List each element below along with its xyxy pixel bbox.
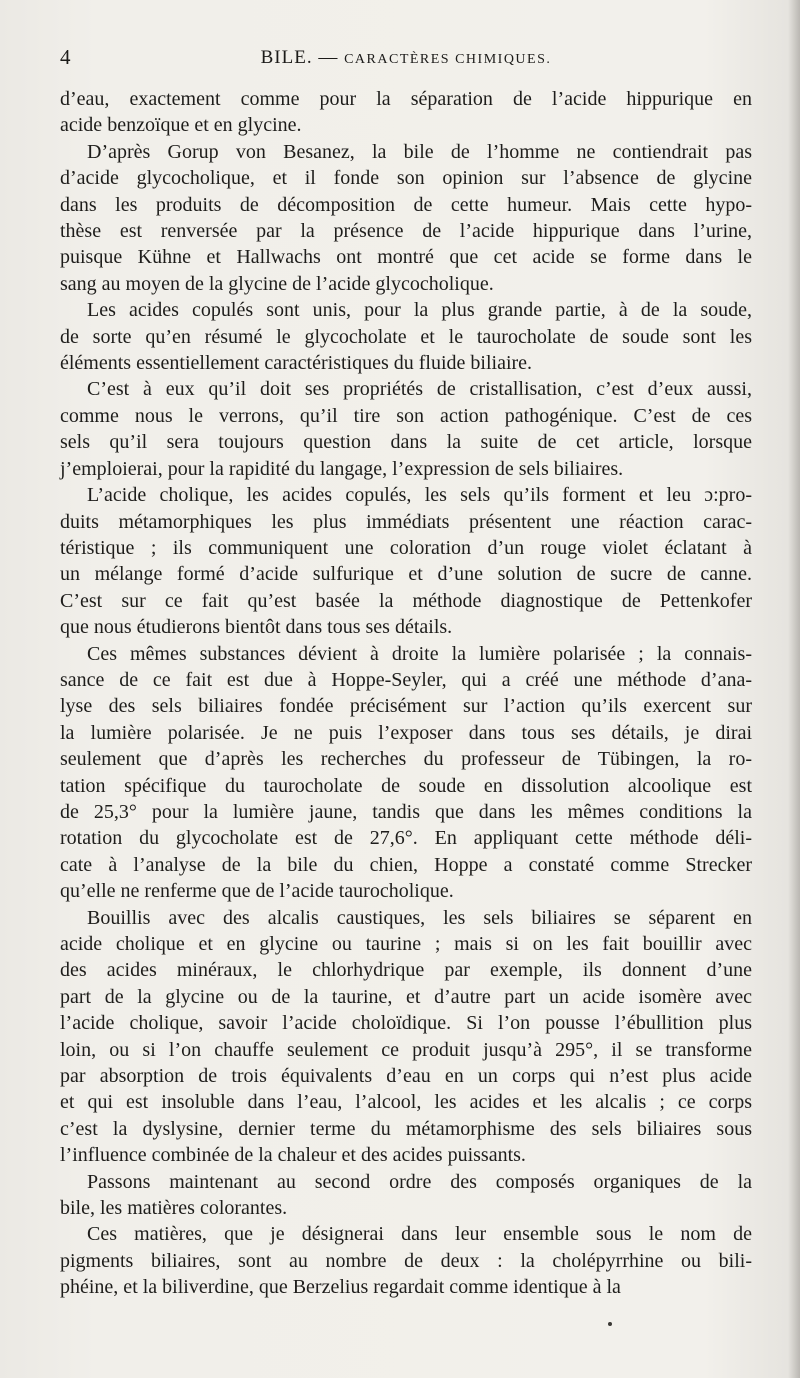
text-line: téristique ; ils communiquent une coloration d’un rouge violet éclatant à <box>60 536 752 559</box>
text-line: rotation du glycocholate est de 27,6°. En appliquant cette méthode déli- <box>60 827 752 850</box>
text-line: Ces matières, que je désignerai dans leur ensemble sous le nom de <box>87 1223 752 1246</box>
text-line: cate à l’analyse de la bile du chien, Hoppe a constaté comme Strecker <box>60 853 752 876</box>
text-line: et qui est insoluble dans l’eau, l’alcool, les acides et les alcalis ; ce corps <box>60 1091 752 1114</box>
text-line: acide benzoïque et en glycine. <box>60 114 302 137</box>
text-line: un mélange formé d’acide sulfurique et d’une solution de sucre de canne. <box>60 563 752 586</box>
text-line: loin, ou si l’on chauffe seulement ce produit jusqu’à 295°, il se transforme <box>60 1038 752 1061</box>
text-line: la lumière polarisée. Je ne puis l’exposer dans tous ses détails, je dirai <box>60 721 752 744</box>
page-edge-shadow <box>788 0 800 1378</box>
text-line: L’acide cholique, les acides copulés, les sels qu’ils forment et leu ɔ:pro- <box>87 484 752 507</box>
text-line: Ces mêmes substances dévient à droite la lumière polarisée ; la connais- <box>87 642 752 665</box>
text-line: l’influence combinée de la chaleur et des acides puissants. <box>60 1144 526 1167</box>
text-line: Bouillis avec des alcalis caustiques, les sels biliaires se séparent en <box>87 906 752 929</box>
text-line: des acides minéraux, le chlorhydrique par exemple, ils donnent d’une <box>60 959 752 982</box>
text-line: par absorption de trois équivalents d’eau en un corps qui n’est plus acide <box>60 1065 752 1088</box>
text-line: D’après Gorup von Besanez, la bile de l’homme ne contiendrait pas <box>87 140 752 163</box>
text-line: C’est sur ce fait qu’est basée la méthode diagnostique de Pettenkofer <box>60 589 752 612</box>
page-number: 4 <box>60 45 71 69</box>
text-line: tation spécifique du taurocholate de soude en dissolution alcoolique est <box>60 774 752 797</box>
text-line: que nous étudierons bientôt dans tous ses détails. <box>60 616 453 639</box>
text-line: phéine, et la biliverdine, que Berzelius regardait comme identique à la <box>60 1276 621 1299</box>
text-line: thèse est renversée par la présence de l’acide hippurique dans l’urine, <box>60 220 752 243</box>
text-line: éléments essentiellement caractéristiques du fluide biliaire. <box>60 352 533 375</box>
running-title-sub: CARACTÈRES CHIMIQUES. <box>344 52 552 67</box>
text-line: Passons maintenant au second ordre des composés organiques de la <box>87 1170 752 1193</box>
text-line: j’emploierai, pour la rapidité du langage, l’expression de sels biliaires. <box>60 457 624 480</box>
text-line: seulement que d’après les recherches du professeur de Tübingen, la ro- <box>60 748 752 771</box>
text-line: Les acides copulés sont unis, pour la plus grande partie, à de la soude, <box>87 299 752 322</box>
text-line: lyse des sels biliaires fondée précisément sur l’action qu’ils exercent sur <box>60 695 752 718</box>
text-line: sance de ce fait est due à Hoppe-Seyler, qui a créé une méthode d’ana- <box>60 668 752 691</box>
text-line: part de la glycine ou de la taurine, et d’autre part un acide isomère avec <box>60 985 752 1008</box>
text-line: d’acide glycocholique, et il fonde son opinion sur l’absence de glycine <box>60 167 752 190</box>
text-line: c’est la dyslysine, dernier terme du métamorphisme des sels biliaires sous <box>60 1117 752 1140</box>
page-header <box>60 45 752 75</box>
text-line: qu’elle ne renferme que de l’acide taurocholique. <box>60 880 454 903</box>
running-title-main: BILE. — <box>260 47 339 68</box>
text-line: sang au moyen de la glycine de l’acide glycocholique. <box>60 272 494 295</box>
text-line: d’eau, exactement comme pour la séparation de l’acide hippurique en <box>60 88 752 110</box>
running-title <box>60 47 752 69</box>
body-text <box>60 86 752 1301</box>
text-line: de 25,3° pour la lumière jaune, tandis que dans les mêmes conditions la <box>60 800 752 823</box>
text-line: de sorte qu’en résumé le glycocholate et le taurocholate de soude sont les <box>60 325 752 348</box>
text-line: pigments biliaires, sont au nombre de deux : la cholépyrrhine ou bili- <box>60 1249 752 1272</box>
text-line: dans les produits de décomposition de cette humeur. Mais cette hypo- <box>60 193 752 216</box>
text-line: duits métamorphiques les plus immédiats présentent une réaction carac- <box>60 510 752 533</box>
text-line: l’acide cholique, savoir l’acide choloïdique. Si l’on pousse l’ébullition plus <box>60 1012 752 1035</box>
text-line: C’est à eux qu’il doit ses propriétés de cristallisation, c’est d’eux aussi, <box>87 378 752 401</box>
text-line: puisque Kühne et Hallwachs ont montré que cet acide se forme dans le <box>60 246 752 269</box>
text-line: sels qu’il sera toujours question dans la suite de cet article, lorsque <box>60 431 752 454</box>
text-line: bile, les matières colorantes. <box>60 1197 288 1220</box>
text-line: comme nous le verrons, qu’il tire son action pathogénique. C’est de ces <box>60 404 752 427</box>
text-line: acide cholique et en glycine ou taurine ; mais si on les fait bouillir avec <box>60 933 752 955</box>
ink-speck <box>608 1322 612 1326</box>
